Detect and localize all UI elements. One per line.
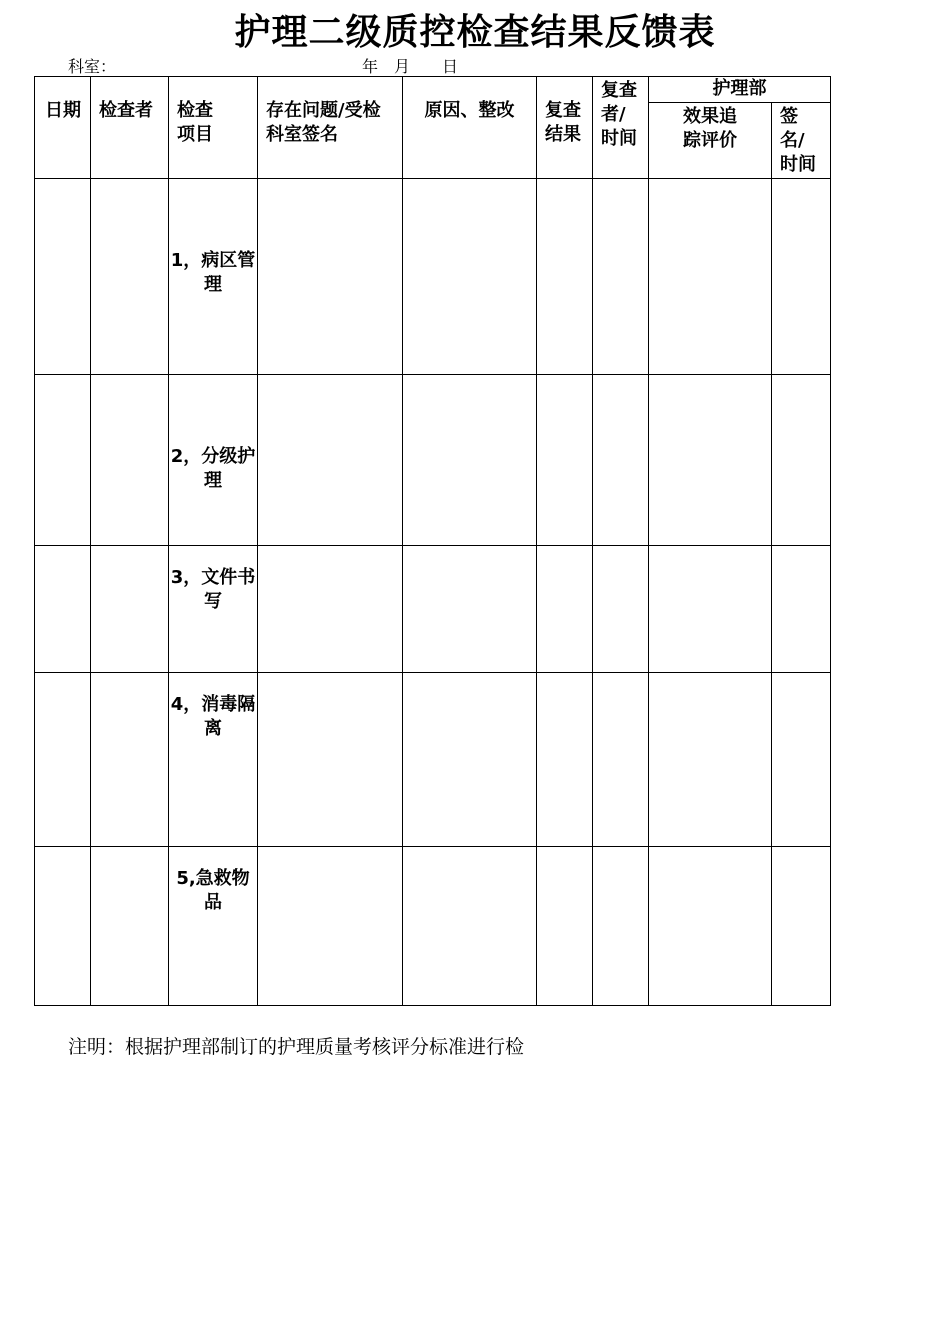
cell-date[interactable]	[35, 546, 91, 673]
cell-recheck-result[interactable]	[537, 546, 593, 673]
cell-inspector[interactable]	[91, 546, 169, 673]
cell-inspector[interactable]	[91, 375, 169, 546]
cell-cause[interactable]	[403, 179, 537, 375]
cell-recheck-person[interactable]	[593, 179, 649, 375]
cell-inspector[interactable]	[91, 179, 169, 375]
cell-problem[interactable]	[258, 546, 403, 673]
cell-sign[interactable]	[772, 375, 831, 546]
cell-problem[interactable]	[258, 673, 403, 847]
cell-item: 4，消毒隔离	[169, 673, 258, 847]
cell-date[interactable]	[35, 179, 91, 375]
header-effect-evaluation: 效果追踪评价	[649, 103, 772, 179]
table-row	[35, 847, 831, 1006]
inspection-table	[34, 76, 831, 1006]
cell-cause[interactable]	[403, 673, 537, 847]
cell-cause[interactable]	[403, 847, 537, 1006]
footnote: 注明：根据护理部制订的护理质量考核评分标准进行检	[68, 1036, 525, 1058]
header-item: 检查项目	[169, 77, 258, 179]
cell-recheck-person[interactable]	[593, 375, 649, 546]
cell-problem[interactable]	[258, 847, 403, 1006]
cell-recheck-result[interactable]	[537, 847, 593, 1006]
cell-date[interactable]	[35, 673, 91, 847]
cell-item: 3，文件书写	[169, 546, 258, 673]
cell-item: 1，病区管理	[169, 179, 258, 375]
cell-item: 5,急救物品	[169, 847, 258, 1006]
cell-effect[interactable]	[649, 546, 772, 673]
cell-inspector[interactable]	[91, 847, 169, 1006]
cell-effect[interactable]	[649, 673, 772, 847]
table-row	[35, 179, 831, 375]
cell-recheck-result[interactable]	[537, 375, 593, 546]
cell-problem[interactable]	[258, 375, 403, 546]
header-cause: 原因、整改	[403, 77, 537, 179]
table-row	[35, 375, 831, 546]
header-sign-time: 签名/时间	[772, 103, 831, 179]
cell-item: 2，分级护理	[169, 375, 258, 546]
cell-effect[interactable]	[649, 375, 772, 546]
header-nursing-dept: 护理部	[649, 77, 831, 103]
cell-recheck-person[interactable]	[593, 847, 649, 1006]
header-recheck-person: 复查者/时间	[593, 77, 649, 179]
header-inspector: 检查者	[91, 77, 169, 179]
cell-sign[interactable]	[772, 179, 831, 375]
cell-date[interactable]	[35, 375, 91, 546]
cell-sign[interactable]	[772, 546, 831, 673]
cell-date[interactable]	[35, 847, 91, 1006]
cell-sign[interactable]	[772, 847, 831, 1006]
table-row	[35, 673, 831, 847]
cell-recheck-result[interactable]	[537, 673, 593, 847]
cell-recheck-person[interactable]	[593, 673, 649, 847]
cell-effect[interactable]	[649, 179, 772, 375]
header-recheck-result: 复查结果	[537, 77, 593, 179]
cell-cause[interactable]	[403, 375, 537, 546]
date-label: 年 月 日	[362, 57, 459, 76]
page-title: 护理二级质控检查结果反馈表	[234, 12, 716, 53]
cell-inspector[interactable]	[91, 673, 169, 847]
cell-effect[interactable]	[649, 847, 772, 1006]
department-label: 科室：	[68, 57, 117, 76]
cell-cause[interactable]	[403, 546, 537, 673]
cell-recheck-person[interactable]	[593, 546, 649, 673]
cell-recheck-result[interactable]	[537, 179, 593, 375]
cell-problem[interactable]	[258, 179, 403, 375]
header-problem: 存在问题/受检科室签名	[258, 77, 403, 179]
table-row	[35, 546, 831, 673]
cell-sign[interactable]	[772, 673, 831, 847]
header-date: 日期	[35, 77, 91, 179]
